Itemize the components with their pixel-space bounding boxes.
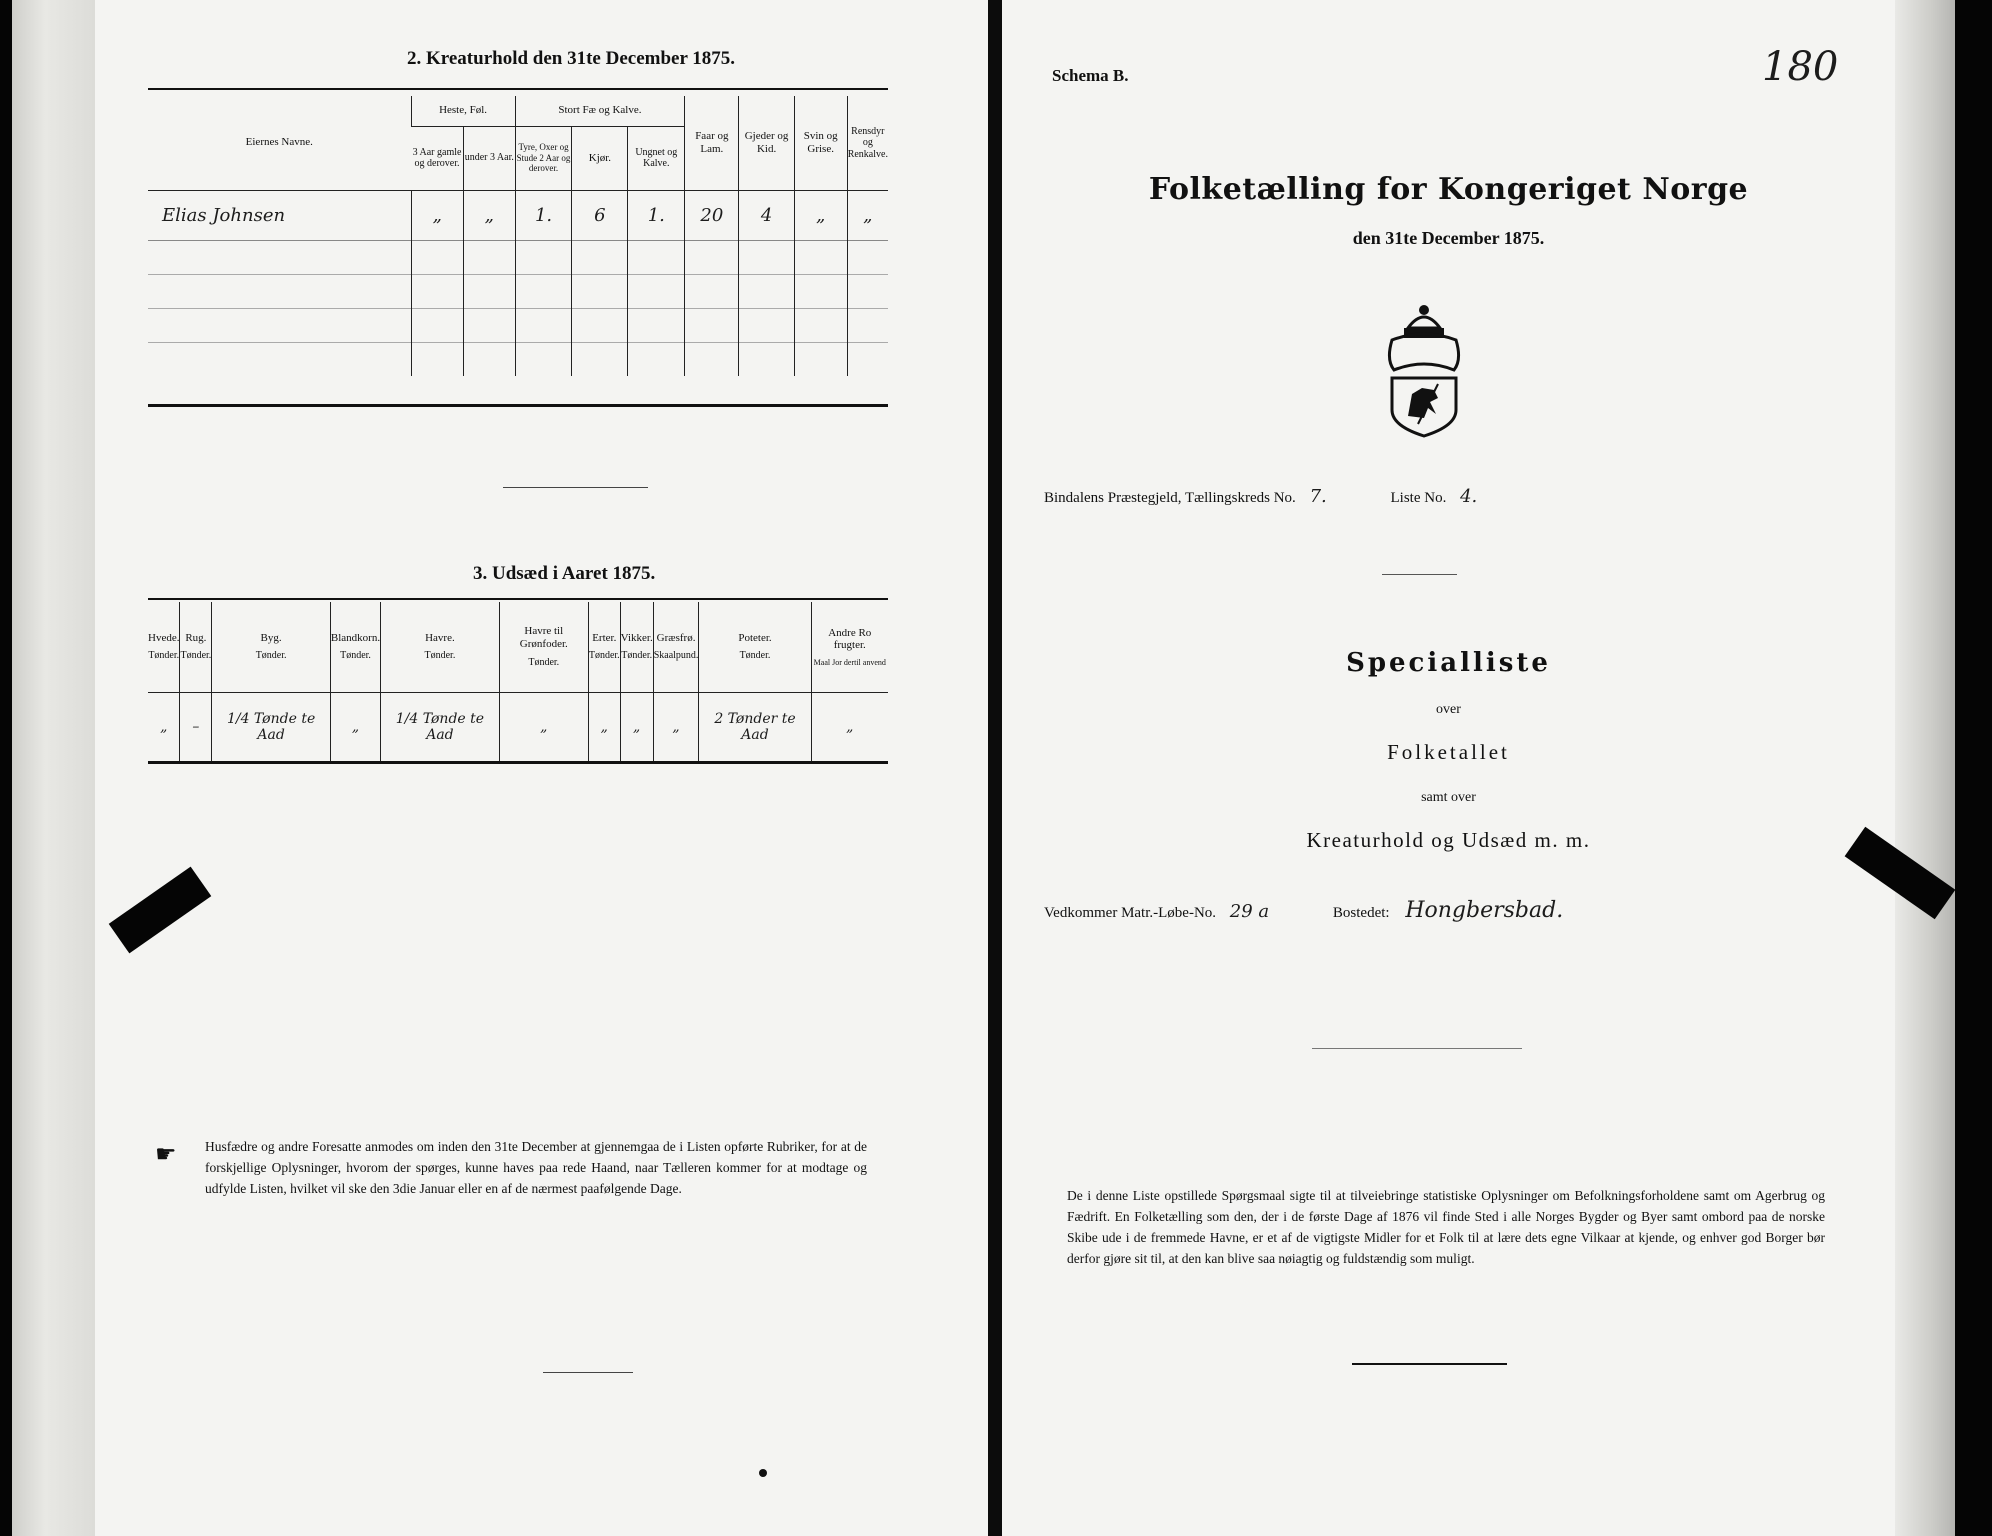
table-row bbox=[148, 692, 888, 762]
left-page bbox=[95, 0, 988, 1536]
seed-col-unit: Tønder. bbox=[621, 650, 653, 662]
cell-pigs: „ bbox=[794, 190, 847, 240]
specialliste-title: Specialliste bbox=[1346, 648, 1551, 678]
district-number: 7. bbox=[1309, 486, 1327, 507]
seed-col-unit: Tønder. bbox=[424, 650, 456, 662]
seed-cell: 2 Tønder te Aad bbox=[699, 692, 811, 762]
seed-col-name: Erter. bbox=[592, 631, 617, 644]
seed-cell: – bbox=[180, 692, 212, 762]
seed-cell: „ bbox=[330, 692, 380, 762]
census-date: den 31te December 1875. bbox=[1352, 228, 1545, 248]
seed-col-name: Byg. bbox=[260, 631, 282, 644]
seed-col-name: Rug. bbox=[185, 631, 207, 644]
pointing-hand-icon: ☛ bbox=[155, 1140, 177, 1168]
col-sheep: Faar og Lam. bbox=[685, 96, 739, 190]
seed-col-unit: Maal Jor dertil anvend bbox=[813, 657, 886, 667]
seed-col-header bbox=[212, 602, 331, 692]
seed-cell: „ bbox=[620, 692, 653, 762]
seed-col-name: Blandkorn. bbox=[330, 631, 381, 644]
population-heading: Folketallet bbox=[1387, 740, 1510, 764]
seed-col-name: Poteter. bbox=[738, 631, 772, 644]
over-label: over bbox=[1436, 702, 1461, 717]
schema-label: Schema B. bbox=[1052, 66, 1129, 85]
notice-text: Husfædre og andre Foresatte anmodes om inden den 31te December at gjennemgaa de i Listen opførte Rubriker, for at de forskjellige Oplysninger, hvorom der spørges, kunne haves paa rede Haand, naar Tælleren kommer for at modtage og udfylde Listen, hvilket vil ske den 3die Januar eller en af de nærmest paafølgende Dage. bbox=[205, 1139, 867, 1196]
samt-over-label: samt over bbox=[1421, 790, 1476, 805]
seed-col-unit: Tønder. bbox=[340, 650, 371, 662]
seed-table bbox=[148, 602, 888, 764]
col-young-cattle: Ungnet og Kalve. bbox=[628, 126, 685, 190]
livestock-heading: Kreaturhold og Udsæd m. m. bbox=[1306, 828, 1591, 852]
book-gutter bbox=[988, 0, 1002, 1536]
seed-cell: „ bbox=[160, 718, 168, 735]
bosted-value: Hongbersbad. bbox=[1405, 898, 1564, 923]
purpose-text: De i denne Liste opstillede Spørgsmaal sigte til at tilveiebringe statistiske Oplysninger om Befolkningsforholdene samt om Agerbrug og Fædrift. En Folketælling som den, der i de første Dage af 1876 vil finde Sted i alle Norges Bygder og Byer samt ombord paa de norske Skibe ude i de fremmede Havne, er et af de vigtigste Midler for et Folk til at lære dets egne Vilkaar at kjende, og enhver god Borger bør derfor gjøre sit til, at den kan blive saa nøiagtig og fuldstændig som muligt. bbox=[1067, 1188, 1825, 1266]
seed-col-header bbox=[381, 602, 500, 692]
col-reindeer: Rensdyr og Renkalve. bbox=[847, 96, 888, 190]
cell-young-cattle: 1. bbox=[628, 190, 685, 240]
col-goats: Gjeder og Kid. bbox=[739, 96, 794, 190]
seed-col-unit: Tønder. bbox=[180, 650, 212, 662]
cell-horse-old: „ bbox=[411, 190, 463, 240]
seed-col-name: Græsfrø. bbox=[656, 631, 696, 644]
cell-bulls: 1. bbox=[515, 190, 572, 240]
parish-label: Bindalens Præstegjeld, Tællingskreds No. bbox=[1044, 490, 1296, 506]
seed-col-header bbox=[811, 602, 888, 692]
cell-sheep: 20 bbox=[685, 190, 739, 240]
seed-col-header bbox=[499, 602, 588, 692]
right-page-stack bbox=[1895, 0, 1955, 1536]
cell-cows: 6 bbox=[572, 190, 628, 240]
seed-col-header bbox=[699, 602, 811, 692]
seed-col-header bbox=[653, 602, 699, 692]
seed-col-header bbox=[330, 602, 380, 692]
livestock-table bbox=[148, 96, 888, 376]
section3-title: 3. Udsæd i Aaret 1875. bbox=[473, 563, 656, 584]
seed-cell: „ bbox=[653, 692, 699, 762]
seed-col-name: Vikker. bbox=[620, 631, 653, 644]
group-horses: Heste, Føl. bbox=[411, 96, 515, 126]
seed-col-name: Havre til Grønfoder. bbox=[519, 625, 568, 650]
seed-col-unit: Tønder. bbox=[255, 650, 287, 662]
seed-col-name: Hvede. bbox=[148, 631, 180, 644]
right-page bbox=[1002, 0, 1895, 1536]
cell-horse-young: „ bbox=[463, 190, 515, 240]
group-cattle: Stort Fæ og Kalve. bbox=[515, 96, 685, 126]
seed-col-unit: Tønder. bbox=[528, 656, 560, 668]
list-label: Liste No. bbox=[1390, 490, 1447, 506]
seed-col-header bbox=[148, 602, 180, 692]
table-row bbox=[148, 190, 888, 240]
form-title: Folketælling for Kongeriget Norge bbox=[1148, 172, 1749, 207]
col-cows: Kjør. bbox=[572, 126, 628, 190]
col-bulls: Tyre, Oxer og Stude 2 Aar og derover. bbox=[515, 126, 572, 190]
seed-cell: „ bbox=[588, 692, 620, 762]
seed-col-unit: Tønder. bbox=[148, 650, 180, 662]
list-number: 4. bbox=[1460, 486, 1478, 507]
left-page-stack bbox=[12, 0, 95, 1536]
bosted-label: Bostedet: bbox=[1332, 905, 1390, 921]
seed-col-header bbox=[588, 602, 620, 692]
cell-goats: 4 bbox=[739, 190, 794, 240]
col-pigs: Svin og Grise. bbox=[794, 96, 847, 190]
col-horse-young: under 3 Aar. bbox=[463, 126, 515, 190]
folio-number: 180 bbox=[1762, 44, 1839, 90]
owner-name: Elias Johnsen bbox=[162, 204, 286, 226]
seed-col-header bbox=[620, 602, 653, 692]
seed-col-unit: Tønder. bbox=[739, 650, 771, 662]
matr-label: Vedkommer Matr.-Løbe-No. bbox=[1044, 905, 1217, 921]
col-horse-old: 3 Aar gamle og derover. bbox=[412, 146, 462, 169]
matr-number: 29 a bbox=[1229, 901, 1270, 922]
cell-reindeer: „ bbox=[847, 190, 888, 240]
seed-col-unit: Skaalpund. bbox=[653, 650, 699, 662]
seed-col-header bbox=[180, 602, 212, 692]
seed-cell: 1/4 Tønde te Aad bbox=[381, 692, 500, 762]
seed-col-name: Havre. bbox=[425, 631, 455, 644]
norwegian-coat-of-arms-icon bbox=[1378, 298, 1470, 438]
seed-cell: „ bbox=[499, 692, 588, 762]
seed-col-name: Andre Ro frugter. bbox=[828, 626, 872, 652]
seed-cell: „ bbox=[811, 692, 888, 762]
section2-title: 2. Kreaturhold den 31te December 1875. bbox=[407, 48, 736, 69]
seed-cell: 1/4 Tønde te Aad bbox=[212, 692, 331, 762]
seed-col-unit: Tønder. bbox=[588, 650, 620, 662]
col-owner: Eiernes Navne. bbox=[245, 136, 313, 149]
